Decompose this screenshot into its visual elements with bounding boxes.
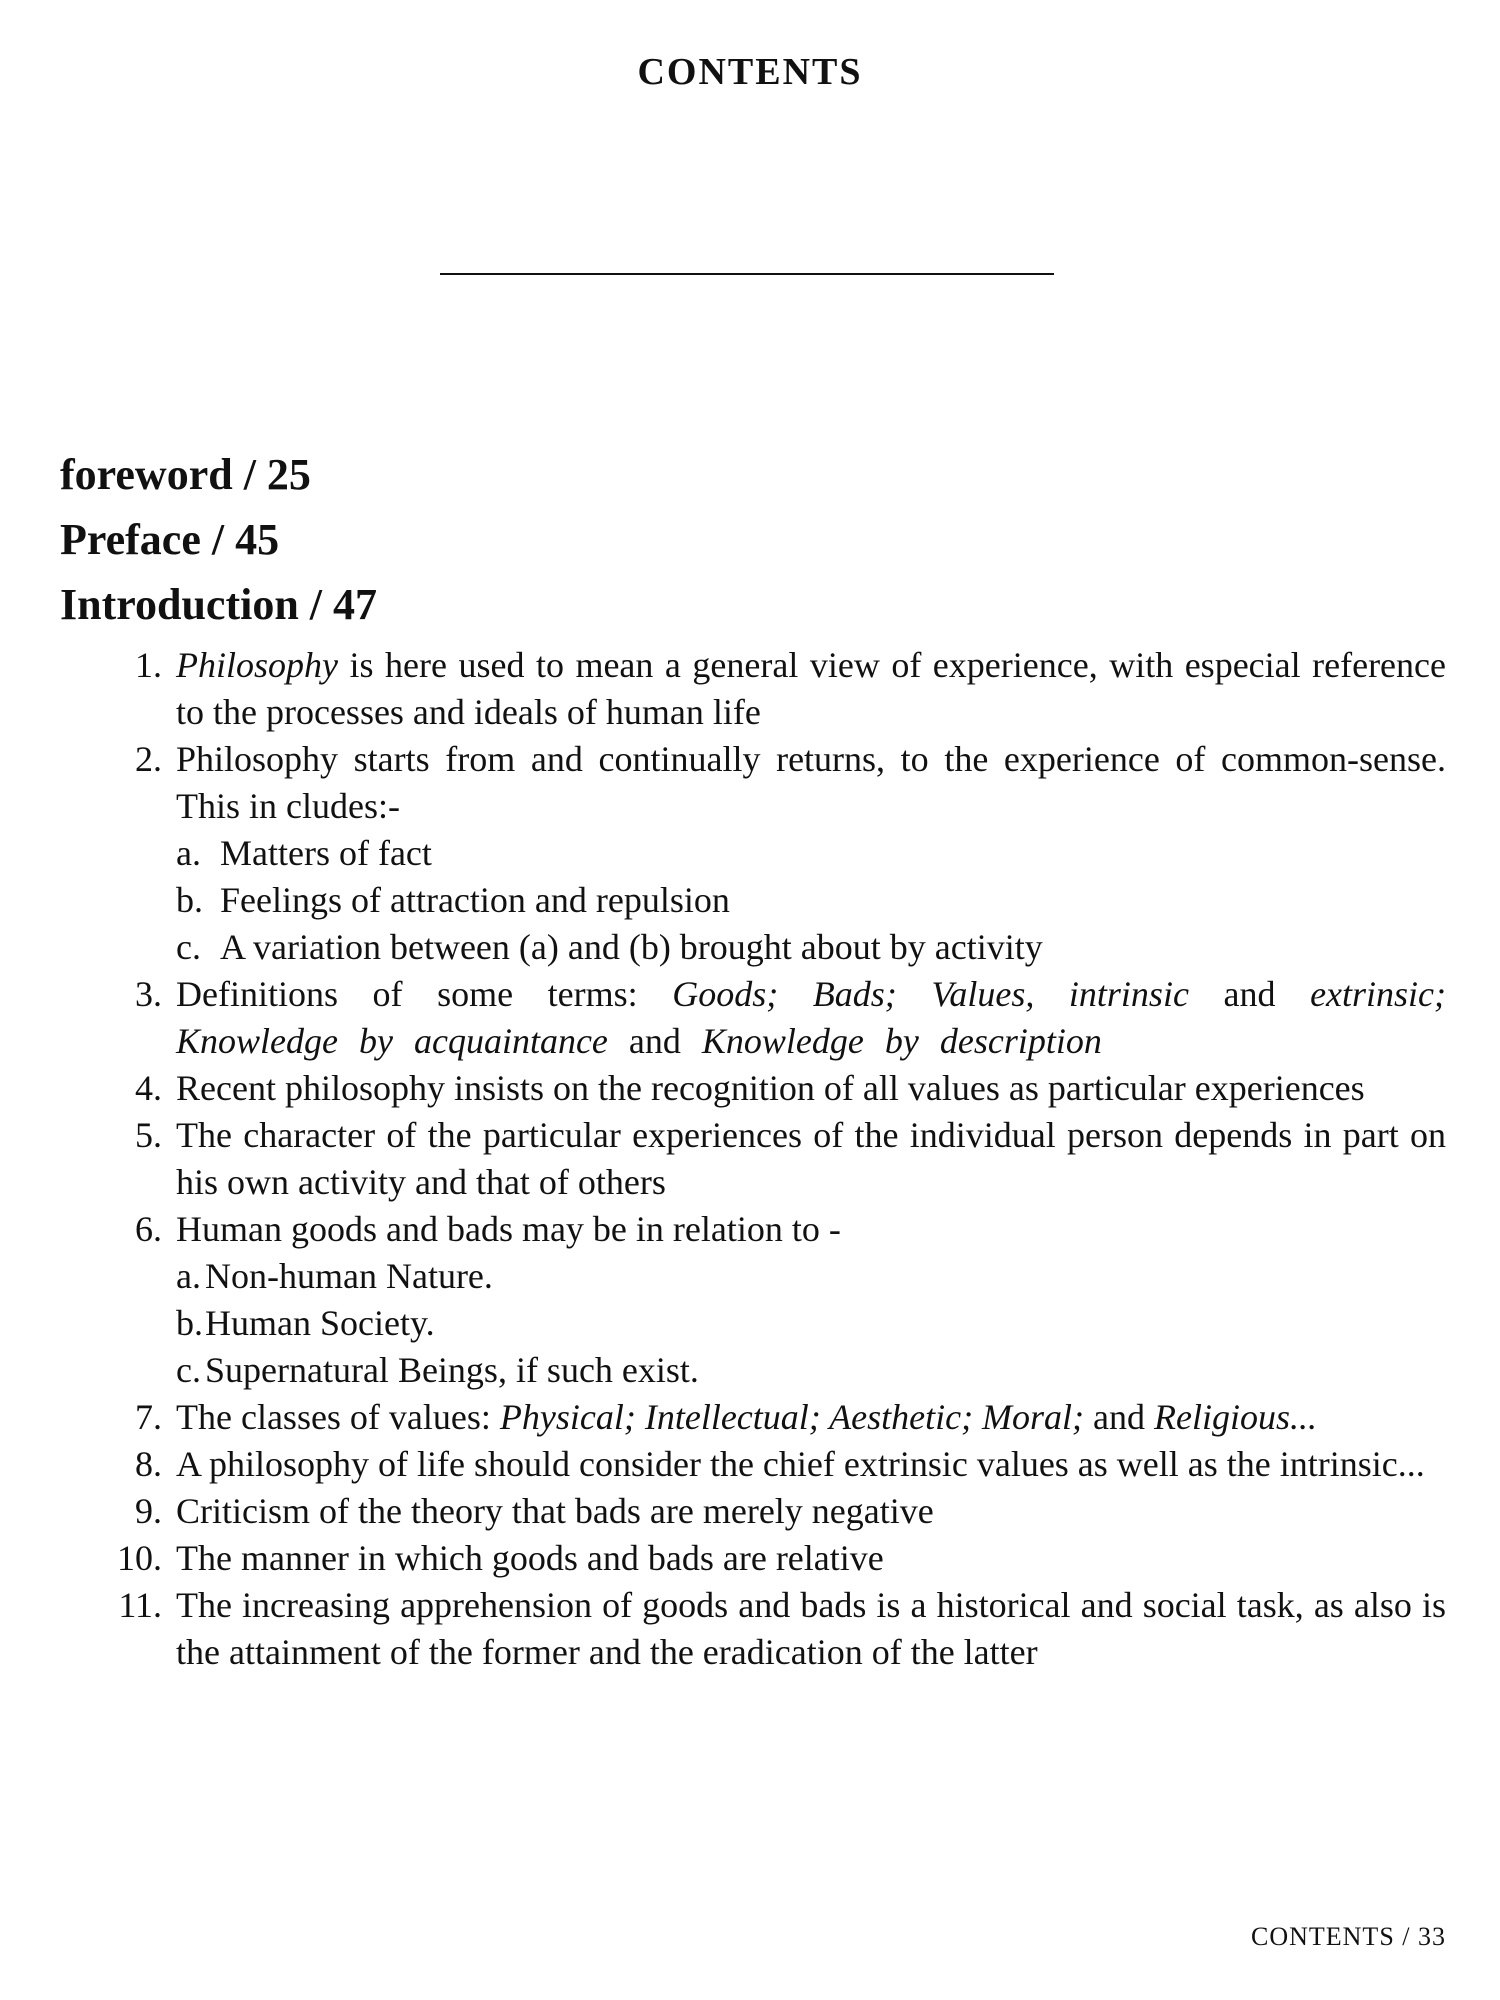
sub-item-letter: a.: [176, 1256, 201, 1296]
list-item: [80, 1065, 1446, 1112]
sub-item-letter: c.: [176, 1350, 201, 1390]
toc-entry-preface[interactable]: Preface / 45: [60, 515, 280, 564]
item-text: Philosophy starts from and continually returns, to the experience of common-sense. This in cludes:-: [176, 739, 1446, 826]
sub-item: [80, 924, 1446, 971]
sub-item-text: Human Society.: [205, 1303, 435, 1343]
item-number: 2.: [135, 739, 162, 779]
item-number: 9.: [135, 1491, 162, 1531]
item-text: The increasing apprehension of goods and bads is a historical and social task, as also is the attainment of the former and the eradication of the latter: [176, 1585, 1446, 1672]
sub-item-text: Matters of fact: [220, 833, 432, 873]
item-number: 3.: [135, 974, 162, 1014]
sub-item: [80, 877, 1446, 924]
sub-item-text: A variation between (a) and (b) brought about by activity: [220, 927, 1043, 967]
item-number: 1.: [135, 645, 162, 685]
item-text: Definitions of some terms:: [176, 974, 673, 1014]
item-number: 7.: [135, 1397, 162, 1437]
item-number: 8.: [135, 1444, 162, 1484]
list-item: [80, 1112, 1446, 1206]
item-number: 4.: [135, 1068, 162, 1108]
title-divider: [440, 273, 1054, 275]
sub-item-letter: b.: [176, 880, 203, 920]
list-item: [80, 1441, 1446, 1488]
item-text: Criticism of the theory that bads are merely negative: [176, 1491, 934, 1531]
item-number: 11.: [118, 1585, 162, 1625]
sub-item: [80, 1300, 1446, 1347]
toc-entry-introduction[interactable]: Introduction / 47: [60, 580, 378, 629]
item-text: Recent philosophy insists on the recognition of all values as particular experiences: [176, 1068, 1365, 1108]
list-item: [80, 1582, 1446, 1676]
item-text-italic: Goods; Bads; Values, intrinsic: [672, 974, 1189, 1014]
item-text: The classes of values:: [176, 1397, 500, 1437]
item-text: The character of the particular experiences of the individual person depends in part on his own activity and that of others: [176, 1115, 1446, 1202]
item-number: 6.: [135, 1209, 162, 1249]
item-text: is here used to mean a general view of experience, with especial reference to the processes and ideals of human life: [176, 645, 1446, 732]
list-item: [80, 971, 1446, 1065]
item-number: 5.: [135, 1115, 162, 1155]
item-number: 10.: [117, 1538, 162, 1578]
list-item: [80, 642, 1446, 736]
item-text-italic: Physical; Intellectual; Aesthetic; Moral;: [499, 1397, 1085, 1437]
sub-item-letter: c.: [176, 927, 201, 967]
item-text-italic: Knowledge by description: [701, 1021, 1102, 1061]
toc-entry-foreword[interactable]: foreword / 25: [60, 450, 311, 499]
sub-item: [80, 1347, 1446, 1394]
sub-item: [80, 1253, 1446, 1300]
sub-item-letter: a.: [176, 833, 201, 873]
item-text-italic: Philosophy: [176, 645, 338, 685]
item-text: and: [1188, 974, 1311, 1014]
sub-item-text: Feelings of attraction and repulsion: [220, 880, 730, 920]
list-item: [80, 1394, 1446, 1441]
list-item: [80, 1535, 1446, 1582]
page-footer: CONTENTS / 33: [1251, 1922, 1446, 1951]
item-text: and: [607, 1021, 702, 1061]
sub-item: [80, 830, 1446, 877]
introduction-topic-list: [80, 642, 1446, 1676]
item-text: Human goods and bads may be in relation to -: [176, 1209, 841, 1249]
page-title: CONTENTS: [637, 51, 863, 93]
item-text-italic: Religious...: [1154, 1397, 1318, 1437]
list-item: [80, 1206, 1446, 1253]
sub-item-text: Supernatural Beings, if such exist.: [205, 1350, 699, 1390]
sub-item-letter: b.: [176, 1303, 203, 1343]
item-text: The manner in which goods and bads are relative: [176, 1538, 884, 1578]
item-text: and: [1084, 1397, 1155, 1437]
list-item: [80, 736, 1446, 830]
front-matter-list: [60, 442, 377, 637]
sub-item-text: Non-human Nature.: [205, 1256, 493, 1296]
list-item: [80, 1488, 1446, 1535]
item-text: A philosophy of life should consider the chief extrinsic values as well as the intrinsic...: [176, 1444, 1425, 1484]
item-text-italic: extrinsic; Knowledge by acquaintance: [176, 974, 1447, 1061]
